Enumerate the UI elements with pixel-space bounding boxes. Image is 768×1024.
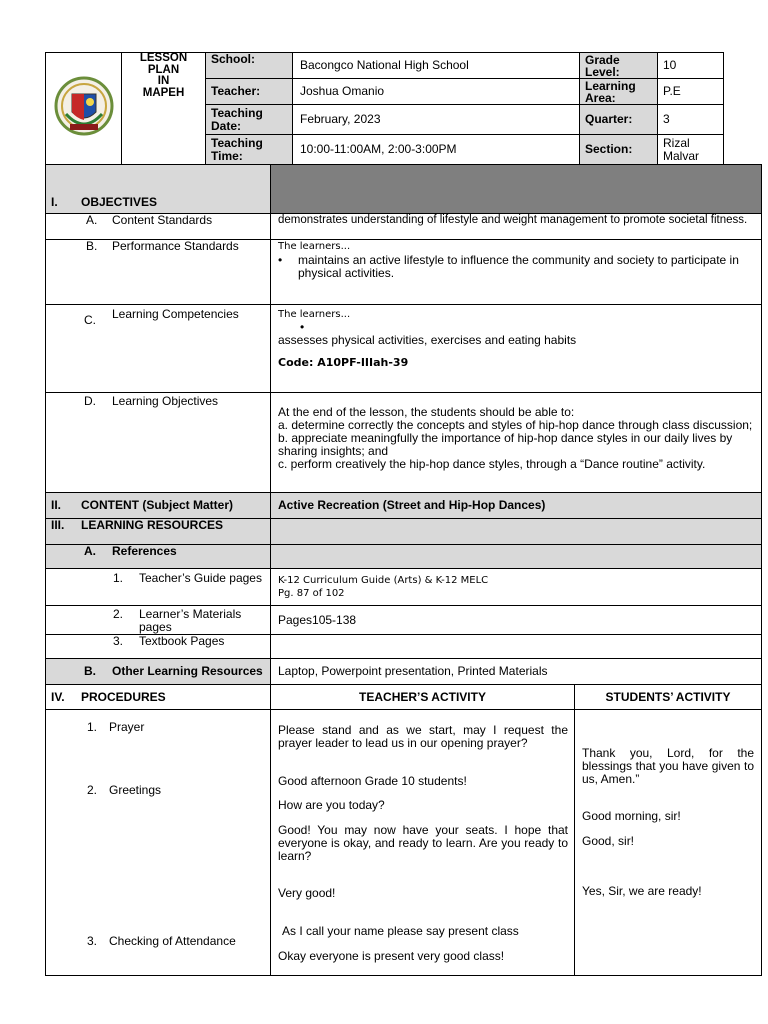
teacher-line: How are you today? xyxy=(278,798,385,812)
grade-value: 10 xyxy=(658,53,724,79)
content-standards-label: A. Content Standards xyxy=(46,214,271,240)
references-heading: A. References xyxy=(46,545,271,569)
learners-materials-label: 2. Learner’s Materials pages xyxy=(46,606,271,635)
school-value: Bacongco National High School xyxy=(293,53,580,79)
step-prayer: 1. Prayer xyxy=(87,720,145,734)
objective-intro: At the end of the lesson, the students should be able to: xyxy=(278,405,575,419)
performance-standards-value xyxy=(271,240,762,305)
competencies-code: Code: A10PF-IIIah-39 xyxy=(278,356,409,369)
teacher-line: As I call your name please say present class xyxy=(282,924,519,938)
references-value xyxy=(271,545,762,569)
content-standards-value: demonstrates understanding of lifestyle and weight management to promote societal fitness. xyxy=(271,214,762,240)
teacher-line: Good! You may now have your seats. I hope that everyone is okay, and ready to learn. Are you ready to learn? xyxy=(278,823,568,863)
teacher-label: Teacher: xyxy=(206,79,293,105)
student-line: Yes, Sir, we are ready! xyxy=(582,884,702,898)
performance-bullet-text: maintains an active lifestyle to influence the community and society to participate in physical activities. xyxy=(298,253,739,280)
student-activity-header: STUDENTS’ ACTIVITY xyxy=(575,685,762,710)
textbook-pages-value xyxy=(271,635,762,659)
other-resources-value: Laptop, Powerpoint presentation, Printed Materials xyxy=(271,659,762,685)
bullet-icon: • xyxy=(300,320,305,334)
area-value: P.E xyxy=(658,79,724,105)
school-seal-icon xyxy=(52,72,116,142)
area-label: Learning Area: xyxy=(580,79,658,105)
teacher-line: Good afternoon Grade 10 students! xyxy=(278,774,467,788)
competencies-label: C. Learning Competencies xyxy=(46,305,271,393)
procedures-heading: IV. PROCEDURES xyxy=(46,685,271,710)
textbook-pages-label: 3. Textbook Pages xyxy=(46,635,271,659)
student-activity xyxy=(575,710,762,976)
teacher-line: Please stand and as we start, may I request the prayer leader to lead us in our opening prayer? xyxy=(278,723,568,750)
competencies-intro: The learners... xyxy=(278,309,351,320)
quarter-label: Quarter: xyxy=(580,105,658,135)
teacher-activity xyxy=(271,710,575,976)
procedure-steps xyxy=(46,710,271,976)
resources-value xyxy=(271,519,762,545)
objectives-header-band xyxy=(271,165,762,214)
performance-intro: The learners... xyxy=(278,241,351,252)
lesson-header xyxy=(45,52,723,164)
time-value: 10:00-11:00AM, 2:00-3:00PM xyxy=(293,135,580,165)
school-label: School: xyxy=(206,53,293,79)
quarter-value: 3 xyxy=(658,105,724,135)
resources-heading: III. LEARNING RESOURCES xyxy=(46,519,271,545)
section-label: Section: xyxy=(580,135,658,165)
objective-c: c. perform creatively the hip-hop dance styles, through a “Dance routine” activity. xyxy=(278,457,706,471)
other-resources-heading: B. Other Learning Resources xyxy=(46,659,271,685)
step-greetings: 2. Greetings xyxy=(87,783,162,797)
student-line: Good morning, sir! xyxy=(582,809,681,823)
teacher-line: Okay everyone is present very good class! xyxy=(278,949,505,963)
school-logo-cell xyxy=(46,53,122,165)
learning-objectives-value xyxy=(271,393,762,493)
lesson-body xyxy=(45,164,761,976)
objective-a: a. determine correctly the concepts and styles of hip-hop dance through class discussion; xyxy=(278,418,753,432)
teacher-line: Very good! xyxy=(278,886,336,900)
learners-materials-value: Pages105-138 xyxy=(271,606,762,635)
teachers-guide-label: 1. Teacher’s Guide pages xyxy=(46,569,271,606)
student-line: Thank you, Lord, for the blessings that you have given to us, Amen.” xyxy=(582,746,754,786)
teacher-value: Joshua Omanio xyxy=(293,79,580,105)
objectives-heading: I. OBJECTIVES xyxy=(46,165,271,214)
content-heading: II. CONTENT (Subject Matter) xyxy=(46,493,271,519)
content-value: Active Recreation (Street and Hip-Hop Dances) xyxy=(271,493,762,519)
date-value: February, 2023 xyxy=(293,105,580,135)
teacher-activity-header: TEACHER’S ACTIVITY xyxy=(271,685,575,710)
bullet-icon: • xyxy=(278,253,283,267)
competencies-text: assesses physical activities, exercises and eating habits xyxy=(278,333,577,347)
date-label: Teaching Date: xyxy=(206,105,293,135)
grade-label: Grade Level: xyxy=(580,53,658,79)
time-label: Teaching Time: xyxy=(206,135,293,165)
student-line: Good, sir! xyxy=(582,834,635,848)
learning-objectives-label: D. Learning Objectives xyxy=(46,393,271,493)
objective-b: b. appreciate meaningfully the importance of hip-hop dance styles in our daily lives by sharing insights; and xyxy=(278,431,733,458)
performance-standards-label: B. Performance Standards xyxy=(46,240,271,305)
step-attendance: 3. Checking of Attendance xyxy=(87,934,236,948)
lesson-plan-title: LESSON PLAN IN MAPEH xyxy=(122,53,206,165)
section-value: Rizal Malvar xyxy=(658,135,724,165)
teachers-guide-value: K-12 Curriculum Guide (Arts) & K-12 MELC Pg. 87 of 102 xyxy=(271,569,762,606)
competencies-value xyxy=(271,305,762,393)
